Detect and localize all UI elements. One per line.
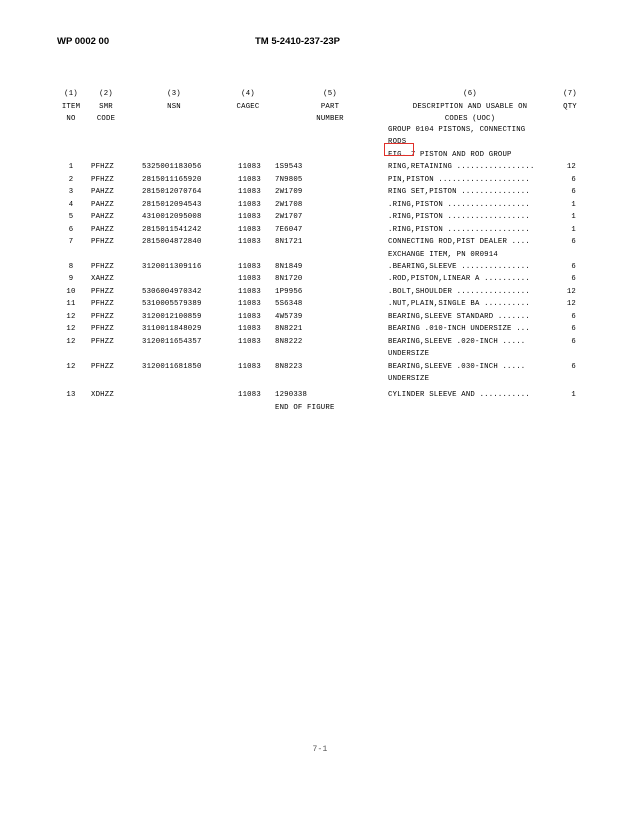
description: PIN,PISTON .................... xyxy=(388,175,530,184)
item-number: 12 xyxy=(66,337,76,346)
part-number: 8N1721 xyxy=(275,238,303,247)
smr-code: PFHZZ xyxy=(91,287,114,296)
column-header-description xyxy=(388,88,552,124)
cage-code: 11083 xyxy=(238,213,261,222)
column-header-qty xyxy=(559,88,581,124)
table-row xyxy=(0,174,638,187)
column-number: (2) xyxy=(99,90,113,98)
nsn: 5310005579389 xyxy=(142,300,202,309)
quantity: 1 xyxy=(571,200,576,209)
smr-code: PFHZZ xyxy=(91,312,114,321)
table-row xyxy=(0,249,638,262)
table-row xyxy=(0,186,638,199)
cage-code: 11083 xyxy=(238,362,261,371)
part-number: 1290338 xyxy=(275,391,308,400)
description: GROUP 0104 PISTONS, CONNECTING xyxy=(388,126,526,134)
quantity: 6 xyxy=(571,188,576,197)
table-row xyxy=(0,136,638,149)
column-header-cagec xyxy=(230,88,266,124)
part-number: 2W1708 xyxy=(275,200,303,209)
quantity: 6 xyxy=(571,262,576,271)
nsn: 3120011681850 xyxy=(142,362,202,371)
nsn: 3110011848029 xyxy=(142,325,202,334)
column-number: (4) xyxy=(241,90,255,98)
column-header-smr-code xyxy=(88,88,124,124)
nsn: 2815012094543 xyxy=(142,200,202,209)
quantity: 12 xyxy=(566,300,576,309)
table-row xyxy=(0,373,638,386)
column-label: NUMBER xyxy=(316,115,344,123)
item-number: 12 xyxy=(66,325,76,334)
nsn: 3120012100859 xyxy=(142,312,202,321)
smr-code: PAHZZ xyxy=(91,188,114,197)
quantity: 1 xyxy=(571,225,576,234)
description: CONNECTING ROD,PIST DEALER .... xyxy=(388,238,530,247)
part-number: 8N1720 xyxy=(275,275,303,284)
smr-code: XAHZZ xyxy=(91,275,114,284)
part-number: 2W1707 xyxy=(275,213,303,222)
description: .NUT,PLAIN,SINGLE BA .......... xyxy=(388,300,530,309)
nsn: 5325001183056 xyxy=(142,163,202,172)
item-number: 10 xyxy=(66,287,76,296)
cage-code: 11083 xyxy=(238,391,261,400)
table-row xyxy=(0,211,638,224)
table-row xyxy=(0,311,638,324)
smr-code: PFHZZ xyxy=(91,337,114,346)
figure-reference-highlight xyxy=(384,143,414,156)
column-label: CODES (UOC) xyxy=(444,115,496,123)
table-row xyxy=(0,336,638,349)
part-number: 8N8222 xyxy=(275,337,303,346)
description: RING SET,PISTON ............... xyxy=(388,188,530,197)
cage-code: 11083 xyxy=(238,262,261,271)
description: .RING,PISTON .................. xyxy=(388,225,530,234)
cage-code: 11083 xyxy=(238,312,261,321)
smr-code: PFHZZ xyxy=(91,362,114,371)
column-number: (3) xyxy=(167,90,181,98)
quantity: 1 xyxy=(571,213,576,222)
column-header-part-number xyxy=(300,88,360,124)
smr-code: PFHZZ xyxy=(91,238,114,247)
table-row xyxy=(0,261,638,274)
quantity: 12 xyxy=(566,287,576,296)
item-number: 2 xyxy=(68,175,74,184)
cage-code: 11083 xyxy=(238,337,261,346)
table-row xyxy=(0,298,638,311)
cage-code: 11083 xyxy=(238,287,261,296)
description: BEARING,SLEEVE .020-INCH ..... xyxy=(388,337,526,346)
nsn: 3120011654357 xyxy=(142,337,202,346)
cage-code: 11083 xyxy=(238,238,261,247)
column-label: QTY xyxy=(563,102,577,111)
part-number: 7E6047 xyxy=(275,225,303,234)
table-row xyxy=(0,348,638,361)
description: UNDERSIZE xyxy=(388,375,430,383)
description: .RING,PISTON .................. xyxy=(388,213,530,222)
column-label: CODE xyxy=(96,115,116,123)
part-number: 1P9956 xyxy=(275,287,303,296)
nsn: 4310012095008 xyxy=(142,213,202,222)
quantity: 6 xyxy=(571,362,576,371)
description: BEARING,SLEEVE .030-INCH ..... xyxy=(388,362,526,371)
description: UNDERSIZE xyxy=(388,350,430,359)
quantity: 12 xyxy=(566,163,576,172)
description: .RING,PISTON .................. xyxy=(388,200,530,209)
column-label: SMR xyxy=(99,102,113,111)
nsn: 5306004970342 xyxy=(142,287,202,296)
column-label: NO xyxy=(66,115,76,123)
column-header-nsn xyxy=(142,88,206,124)
part-number: END OF FIGURE xyxy=(275,403,335,412)
table-row xyxy=(0,389,638,402)
description: BEARING .010-INCH UNDERSIZE ... xyxy=(388,325,530,334)
part-number: 2W1709 xyxy=(275,188,303,197)
nsn: 2815011541242 xyxy=(142,225,202,234)
nsn: 2815004872840 xyxy=(142,238,202,247)
smr-code: PFHZZ xyxy=(91,325,114,334)
description: CYLINDER SLEEVE AND ........... xyxy=(388,391,530,400)
table-row xyxy=(0,224,638,237)
part-number: 8N8221 xyxy=(275,325,303,334)
nsn: 3120011309116 xyxy=(142,262,202,271)
column-number: (7) xyxy=(563,90,577,98)
table-row xyxy=(0,161,638,174)
table-row xyxy=(0,402,638,415)
quantity: 6 xyxy=(571,325,576,334)
smr-code: PFHZZ xyxy=(91,300,114,309)
description: BEARING,SLEEVE STANDARD ....... xyxy=(388,312,530,321)
description: .BEARING,SLEEVE ............... xyxy=(388,262,530,271)
quantity: 6 xyxy=(571,275,576,284)
part-number: 5S6348 xyxy=(275,300,303,309)
cage-code: 11083 xyxy=(238,200,261,209)
description: RODS xyxy=(388,138,407,147)
work-package-number: WP 0002 00 xyxy=(57,36,110,47)
column-number: (6) xyxy=(463,90,477,98)
table-row xyxy=(0,149,638,162)
table-row xyxy=(0,361,638,374)
table-row xyxy=(0,199,638,212)
column-label: CAGEC xyxy=(236,102,260,111)
column-label: NSN xyxy=(167,102,181,111)
item-number: 5 xyxy=(68,213,74,222)
part-number: 1S9543 xyxy=(275,163,303,172)
cage-code: 11083 xyxy=(238,163,261,172)
smr-code: PAHZZ xyxy=(91,225,114,234)
item-number: 9 xyxy=(68,275,74,284)
table-row xyxy=(0,323,638,336)
table-row xyxy=(0,236,638,249)
smr-code: XDHZZ xyxy=(91,391,114,400)
cage-code: 11083 xyxy=(238,188,261,197)
column-label: PART xyxy=(320,102,340,111)
item-number: 8 xyxy=(68,262,74,271)
description: .ROD,PISTON,LINEAR A .......... xyxy=(388,275,530,284)
description: RING,RETAINING ................. xyxy=(388,163,535,172)
quantity: 1 xyxy=(571,391,576,400)
description: .BOLT,SHOULDER ................ xyxy=(388,287,530,296)
item-number: 12 xyxy=(66,312,76,321)
nsn: 2815012070764 xyxy=(142,188,202,197)
description: EXCHANGE ITEM, PN 0R0914 xyxy=(388,250,498,259)
column-number: (1) xyxy=(64,90,78,98)
smr-code: PAHZZ xyxy=(91,200,114,209)
column-label: DESCRIPTION AND USABLE ON xyxy=(412,102,528,111)
cage-code: 11083 xyxy=(238,275,261,284)
description: FIG. 7 PISTON AND ROD GROUP xyxy=(388,150,512,159)
item-number: 3 xyxy=(68,188,74,197)
item-number: 13 xyxy=(66,391,76,400)
quantity: 6 xyxy=(571,312,576,321)
smr-code: PFHZZ xyxy=(91,175,114,184)
table-row xyxy=(0,273,638,286)
part-number: 4W5739 xyxy=(275,312,303,321)
item-number: 7 xyxy=(68,238,74,247)
quantity: 6 xyxy=(571,337,576,346)
item-number: 6 xyxy=(68,225,74,234)
item-number: 1 xyxy=(68,163,74,172)
part-number: 8N1849 xyxy=(275,262,303,271)
cage-code: 11083 xyxy=(238,175,261,184)
quantity: 6 xyxy=(571,175,576,184)
part-number: 8N8223 xyxy=(275,362,303,371)
smr-code: PFHZZ xyxy=(91,262,114,271)
page-number: 7-1 xyxy=(312,745,328,754)
technical-manual-number: TM 5-2410-237-23P xyxy=(255,36,341,47)
nsn: 2815011165920 xyxy=(142,175,202,184)
cage-code: 11083 xyxy=(238,325,261,334)
cage-code: 11083 xyxy=(238,225,261,234)
item-number: 12 xyxy=(66,362,76,371)
table-row xyxy=(0,286,638,299)
smr-code: PFHZZ xyxy=(91,163,114,172)
quantity: 6 xyxy=(571,238,576,247)
item-number: 11 xyxy=(66,300,76,309)
part-number: 7N9805 xyxy=(275,175,303,184)
item-number: 4 xyxy=(68,200,74,209)
cage-code: 11083 xyxy=(238,300,261,309)
smr-code: PAHZZ xyxy=(91,213,114,222)
column-header-item-no xyxy=(56,88,86,124)
table-row xyxy=(0,124,638,137)
column-label: ITEM xyxy=(61,102,81,111)
column-number: (5) xyxy=(323,90,337,98)
